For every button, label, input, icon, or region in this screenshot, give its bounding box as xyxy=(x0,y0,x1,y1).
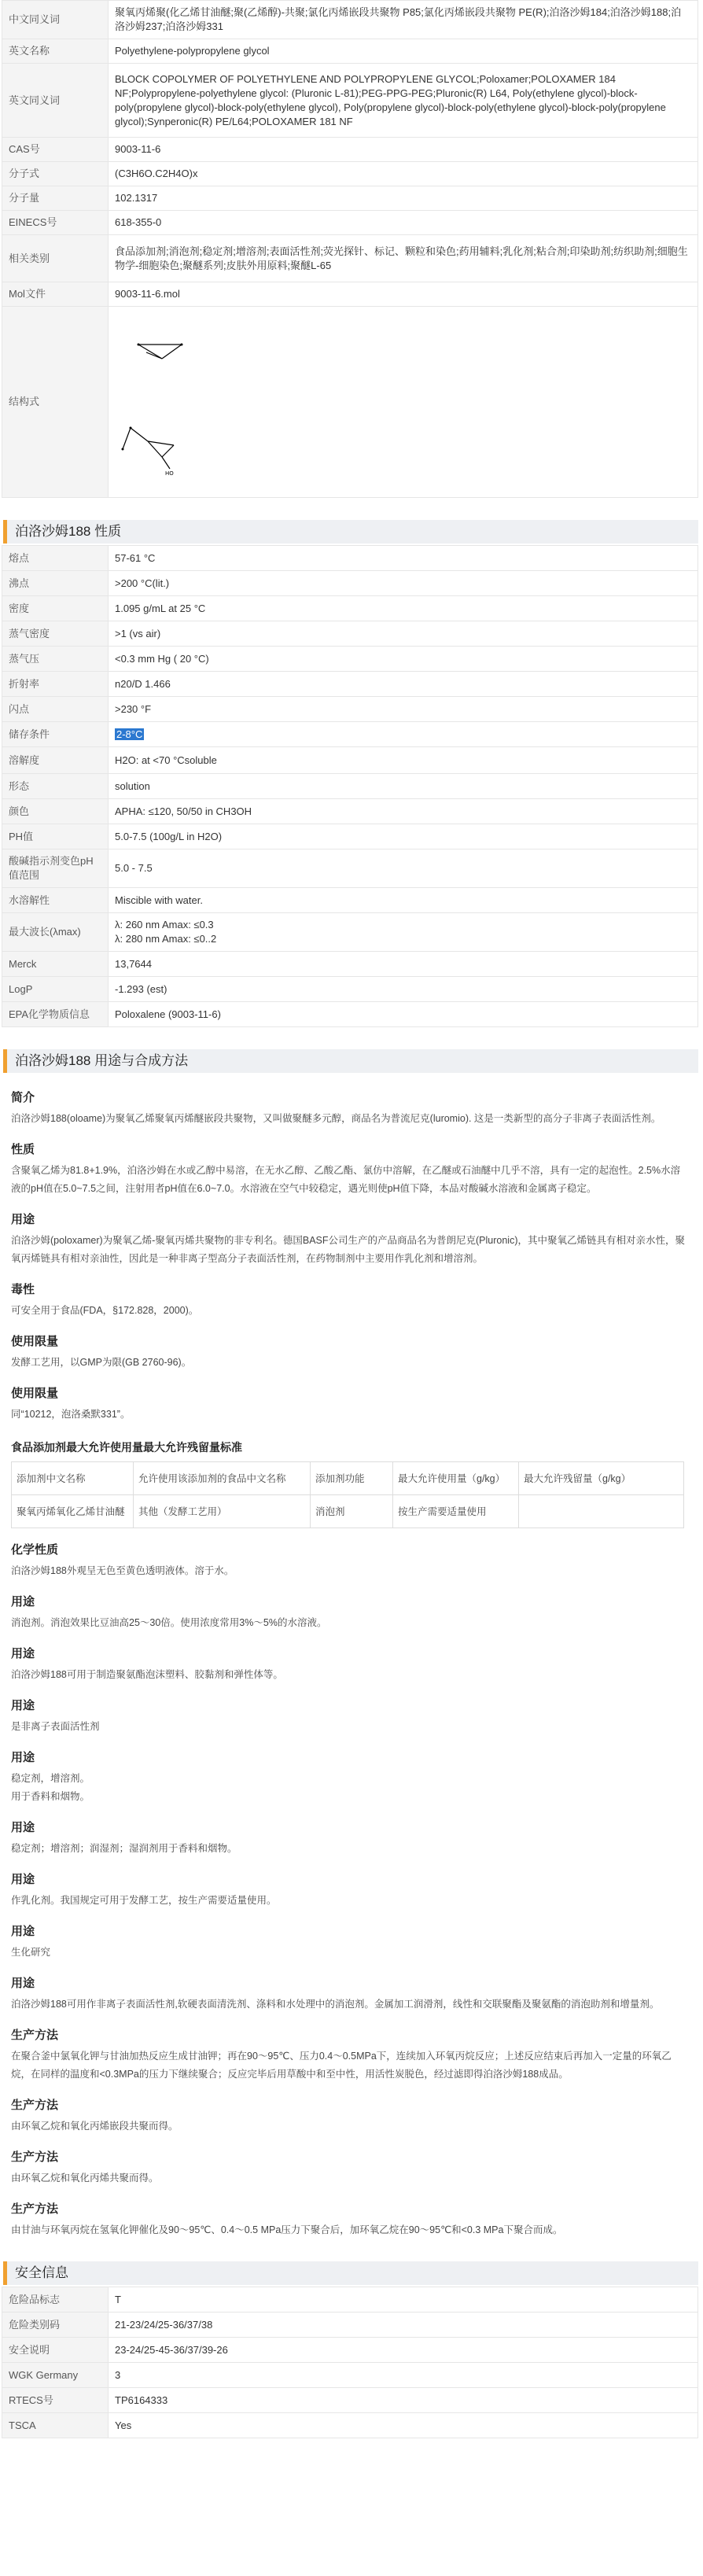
paragraph: 由环氧乙烷和氧化丙烯共聚而得。 xyxy=(11,2172,159,2184)
standard-title: 食品添加剂最大允许使用量最大允许残留量标准 xyxy=(11,1441,242,1454)
heading: 生产方法 xyxy=(11,2202,59,2216)
heading: 用途 xyxy=(11,1925,35,1938)
safety-row: 危险品标志 T xyxy=(2,2287,698,2313)
properties-table xyxy=(2,545,698,1027)
prop-row: 蒸气压 <0.3 mm Hg ( 20 °C) xyxy=(2,647,698,672)
storage-highlight: 2-8°C xyxy=(116,728,143,740)
prop-row: 酸碱指示剂变色pH值范围 5.0 - 7.5 xyxy=(2,849,698,888)
paragraph: 泊洛沙姆(poloxamer)为聚氧乙烯-聚氧丙烯共聚物的非专利名。德国BASF公司生产的产品商品名为普朗尼克(Pluronic)，其中聚氧乙烯链具有相对亲水性，聚氧丙烯链具有相对亲油性，因此是一种非离子型高分子表面活性剂，在药物制剂中主要用作乳化剂和增溶剂。 xyxy=(11,1235,685,1264)
paragraph: 由环氧乙烷和氧化丙烯嵌段共聚而得。 xyxy=(11,2121,179,2132)
standard-table xyxy=(11,1461,684,1528)
heading: 使用限量 xyxy=(11,1335,59,1348)
section-uses-title: 泊洛沙姆188 用途与合成方法 xyxy=(3,1049,698,1073)
section-properties-title: 泊洛沙姆188 性质 xyxy=(3,520,698,544)
paragraph: 在聚合釜中氯氧化钾与甘油加热反应生成甘油钾；再在90～95℃、压力0.4～0.5MPa下，连续加入环氧丙烷反应；上述反应结束后再加入一定量的环氧乙烷，在同样的温度和<0.3MPa的压力下继续聚合；反应完毕后用草酸中和至中性，用活性炭脱色，经过滤即得泊洛沙姆188成品。 xyxy=(11,2051,672,2080)
heading: 用途 xyxy=(11,1647,35,1660)
paragraph: 泊洛沙姆188可用作非离子表面活性剂,软硬表面清洗剂、涤料和水处理中的消泡剂。金属加工润滑剂，线性和交联聚酯及聚氨酯的消泡助剂和增量剂。 xyxy=(11,1999,660,2010)
heading: 生产方法 xyxy=(11,2029,59,2042)
uses-article xyxy=(0,1073,697,2239)
safety-row: RTECS号 TP6164333 xyxy=(2,2388,698,2413)
basic-info-table xyxy=(2,0,698,498)
heading: 用途 xyxy=(11,1821,35,1834)
paragraph: 含聚氧乙烯为81.8+1.9%，泊洛沙姆在水或乙醇中易溶，在无水乙醇、乙酸乙酯、氯仿中溶解，在乙醚或石油醚中几乎不溶，具有一定的起泡性。2.5%水溶液的pH值在5.0~7.5之间，注射用者pH值在6.0~7.0。水溶液在空气中较稳定，遇光则使pH值下降，本品对酸碱水溶液和金属离子稳定。 xyxy=(11,1165,681,1194)
paragraph: 是非离子表面活性剂 xyxy=(11,1721,100,1732)
heading: 用途 xyxy=(11,1751,35,1764)
heading: 生产方法 xyxy=(11,2099,59,2112)
heading: 生产方法 xyxy=(11,2150,59,2164)
epa-link[interactable]: Poloxalene (9003-11-6) xyxy=(109,1002,698,1027)
prop-row: 闪点 >230 °F xyxy=(2,697,698,722)
mol-file-link[interactable]: 9003-11-6.mol xyxy=(109,282,698,307)
structure-svg xyxy=(115,311,209,492)
row-formula: 分子式 (C3H6O.C2H4O)x xyxy=(2,162,698,186)
prop-row: EPA化学物质信息 Poloxalene (9003-11-6) xyxy=(2,1002,698,1027)
heading: 用途 xyxy=(11,1213,35,1226)
heading: 用途 xyxy=(11,1595,35,1609)
row-category: 相关类别 食品添加剂;消泡剂;稳定剂;增溶剂;表面活性剂;荧光探针、标记、颗粒和染色;药用辅料;乳化剂;粘合剂;印染助剂;纺织助剂;细胞生物学-细胞染色;聚醚系列;皮肤外用原料;聚醚L-65 xyxy=(2,235,698,282)
row-en-name: 英文名称 Polyethylene-polypropylene glycol xyxy=(2,39,698,64)
safety-statements-link[interactable]: 23-24/25-45-36/37/39-26 xyxy=(109,2338,698,2363)
prop-row: LogP -1.293 (est) xyxy=(2,977,698,1002)
heading: 用途 xyxy=(11,1977,35,1990)
row-einecs: EINECS号 618-355-0 xyxy=(2,211,698,235)
prop-row: 形态 solution xyxy=(2,774,698,799)
paragraph: 作乳化剂。我国规定可用于发酵工艺，按生产需要适量使用。 xyxy=(11,1895,277,1906)
structure-image xyxy=(109,307,698,498)
prop-row: 沸点 >200 °C(lit.) xyxy=(2,571,698,596)
heading: 用途 xyxy=(11,1873,35,1886)
paragraph: 稳定剂；增溶剂；润湿剂；湿润剂用于香料和烟物。 xyxy=(11,1843,237,1854)
heading: 化学性质 xyxy=(11,1543,59,1557)
prop-row: 熔点 57-61 °C xyxy=(2,546,698,571)
row-en-synonyms: 英文同义词 BLOCK COPOLYMER OF POLYETHYLENE AND POLYPROPYLENE GLYCOL;Poloxamer;POLOXAMER 184 NF;Polypropylene-polyethylene glycol: (Pluronic L-81);PEG-PPG-PEG;Pluronic(R) L64, Poly(ethylene glycol)-block-poly(propylene glycol)-block-poly(ethylene glycol), Poly(propylene glycol)-block-poly(ethylene glycol)-block-poly(propylene glycol);Synperonic(R) PE/L64;POLOXAMER 181 NF xyxy=(2,64,698,138)
row-mol-file: Mol文件 9003-11-6.mol xyxy=(2,282,698,307)
row-cas: CAS号 9003-11-6 xyxy=(2,138,698,162)
paragraph: 泊洛沙姆188外观呈无色至黄色透明液体。溶于水。 xyxy=(11,1565,234,1576)
svg-text:HO: HO xyxy=(165,470,174,477)
heading: 毒性 xyxy=(11,1283,35,1296)
hazard-symbol-link[interactable]: T xyxy=(109,2287,698,2313)
risk-codes-link[interactable]: 21-23/24/25-36/37/38 xyxy=(109,2313,698,2338)
prop-row: 储存条件 2-8°C xyxy=(2,722,698,747)
prop-row: 密度 1.095 g/mL at 25 °C xyxy=(2,596,698,621)
safety-table xyxy=(2,2287,698,2438)
section-safety-title: 安全信息 xyxy=(3,2261,698,2285)
prop-row: Merck 13,7644 xyxy=(2,952,698,977)
safety-row: TSCA Yes xyxy=(2,2413,698,2438)
heading: 性质 xyxy=(11,1143,35,1156)
heading: 用途 xyxy=(11,1699,35,1712)
category-links[interactable]: 食品添加剂;消泡剂;稳定剂;增溶剂;表面活性剂;荧光探针、标记、颗粒和染色;药用辅料;乳化剂;粘合剂;印染助剂;纺织助剂;细胞生物学-细胞染色;聚醚系列;皮肤外用原料;聚醚L-65 xyxy=(109,235,698,282)
paragraph: 发酵工艺用，以GMP为限(GB 2760-96)。 xyxy=(11,1357,192,1368)
prop-row: 溶解度 H2O: at <70 °Csoluble xyxy=(2,747,698,774)
prop-row: 蒸气密度 >1 (vs air) xyxy=(2,621,698,647)
paragraph: 同“10212，泡洛桑默331”。 xyxy=(11,1409,131,1420)
safety-row: 安全说明 23-24/25-45-36/37/39-26 xyxy=(2,2338,698,2363)
safety-row: 危险类别码 21-23/24/25-36/37/38 xyxy=(2,2313,698,2338)
paragraph: 由甘油与环氧丙烷在氢氧化钾催化及90～95℃、0.4～0.5 MPa压力下聚合后，加环氧乙烷在90～95℃和<0.3 MPa下聚合而成。 xyxy=(11,2224,563,2235)
paragraph: 泊洛沙姆188(oloame)为聚氧乙烯聚氧丙烯醚嵌段共聚物，又叫做聚醚多元醇，商品名为普流尼克(luromio). 这是一类新型的高分子非离子表面活性剂。 xyxy=(11,1113,661,1124)
paragraph: 稳定剂，增溶剂。 用于香料和烟物。 xyxy=(11,1773,90,1802)
paragraph: 泊洛沙姆188可用于制造聚氨酯泡沫塑料、胶黏剂和弹性体等。 xyxy=(11,1669,283,1680)
prop-row: 折射率 n20/D 1.466 xyxy=(2,672,698,697)
prop-row: PH值 5.0-7.5 (100g/L in H2O) xyxy=(2,824,698,849)
paragraph: 生化研究 xyxy=(11,1947,51,1958)
row-structure: 结构式 HO xyxy=(2,307,698,498)
prop-row: 水溶解性 Miscible with water. xyxy=(2,888,698,913)
heading: 简介 xyxy=(11,1091,35,1104)
standard-header-row: 添加剂中文名称 允许使用该添加剂的食品中文名称 添加剂功能 最大允许使用量（g/kg） 最大允许残留量（g/kg） xyxy=(12,1462,684,1495)
heading: 使用限量 xyxy=(11,1387,59,1400)
prop-row: 最大波长(λmax) λ: 260 nm Amax: ≤0.3 λ: 280 nm Amax: ≤0..2 xyxy=(2,913,698,952)
row-mw: 分子量 102.1317 xyxy=(2,186,698,211)
row-cn-synonyms: 中文同义词 聚氧丙烯聚(化乙烯甘油醚;聚(乙烯醇)-共聚;氯化丙烯嵌段共聚物 P85;氯化丙烯嵌段共聚物 PE(R);泊洛沙姆184;泊洛沙姆188;泊洛沙姆237;泊洛沙姆331 xyxy=(2,1,698,39)
safety-row: WGK Germany 3 xyxy=(2,2363,698,2388)
prop-row: 颜色 APHA: ≤120, 50/50 in CH3OH xyxy=(2,799,698,824)
paragraph: 消泡剂。消泡效果比豆油高25～30倍。使用浓度常用3%～5%的水溶液。 xyxy=(11,1617,327,1628)
standard-data-row: 聚氧丙烯氧化乙烯甘油醚 其他（发酵工艺用） 消泡剂 按生产需要适量使用 xyxy=(12,1495,684,1528)
paragraph: 可安全用于食品(FDA，§172.828，2000)。 xyxy=(11,1305,199,1316)
